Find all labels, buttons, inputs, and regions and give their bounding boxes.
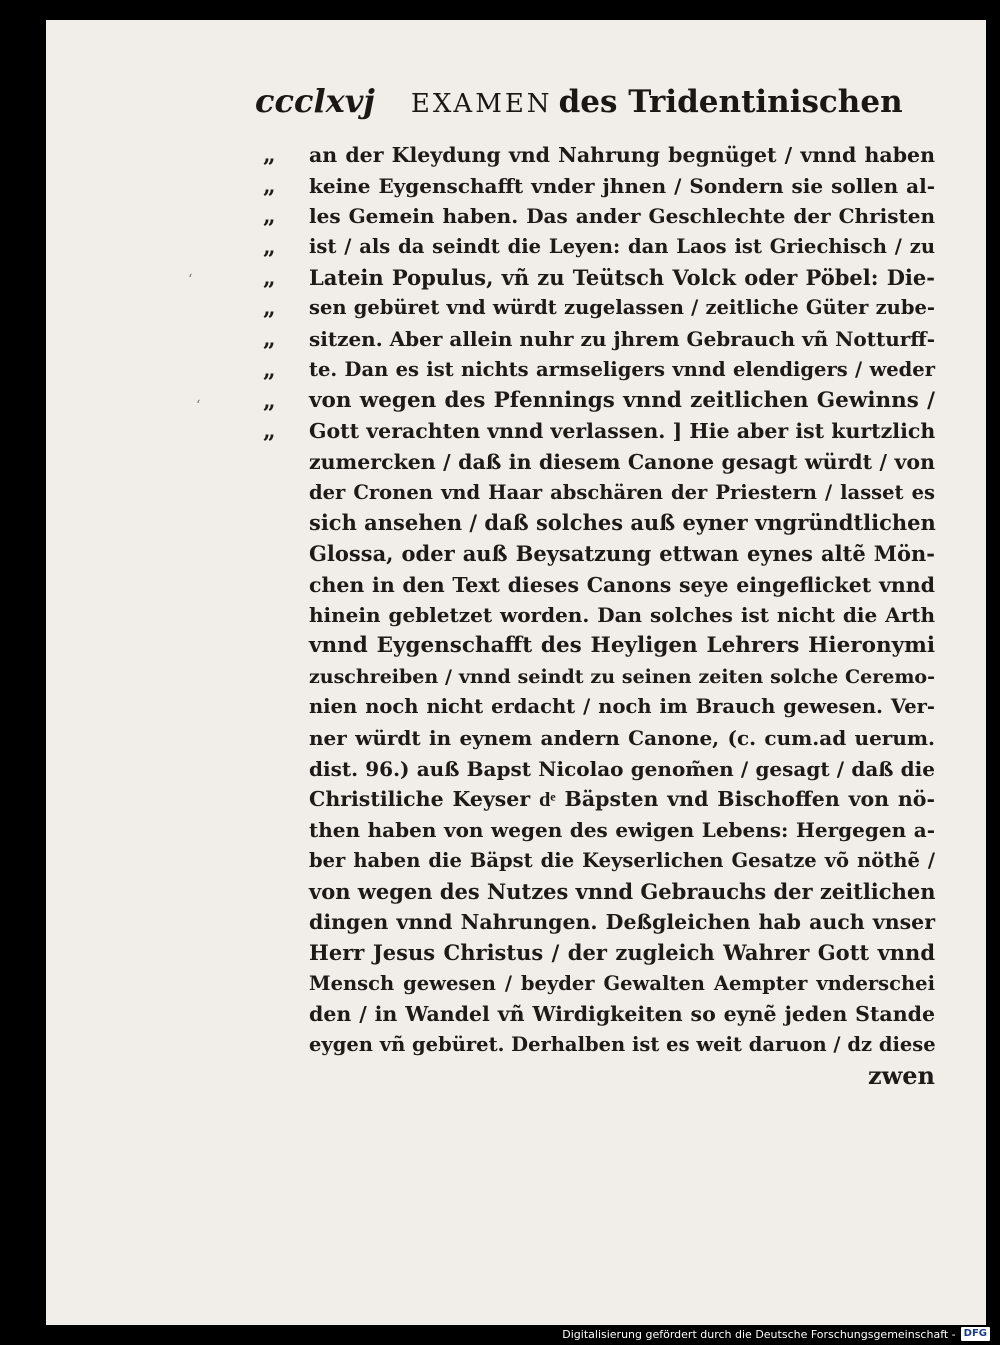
text-line: chen in den Text dieses Canons seye eingeflicket vnnd [309,572,935,597]
text-line: ner würdt in eynem andern Canone, (c. cum.ad uerum. [309,726,935,751]
text-line: Glossa, oder auß Beysatzung ettwan eynes altẽ Mön- [309,540,935,566]
digitization-footer [562,1325,990,1343]
catchword: zwen [867,1060,935,1090]
text-line: sich ansehen / daß solches auß eyner vngründtlichen [309,510,936,536]
folio-number: ccclxvj [255,82,375,120]
quote-mark: „ [263,326,276,353]
text-line: „ sitzen. Aber allein nuhr zu jhrem Gebrauch vñ Notturff- [265,324,935,355]
text-line: then haben von wegen des ewigen Lebens: Hergegen a- [309,818,935,843]
text-line: eygen vñ gebüret. Derhalben ist es weit daruon / dz diese [309,1032,936,1056]
quote-mark: „ [263,172,276,199]
text-line: „ ist / als da seindt die Leyen: dan Laos ist Griechisch / zu [265,232,935,263]
quote-mark: „ [263,264,276,291]
running-title: EXAMEN [410,89,553,119]
text-line: Herr Jesus Christus / der zugleich Wahrer Gott vnnd [309,939,935,965]
text-line: „ von wegen des Pfennings vnnd zeitlichen Gewinns / [265,386,935,417]
text-line: zuschreiben / vnnd seindt zu seinen zeiten solche Ceremo- [309,665,935,688]
margin-speck: ‘ [196,398,201,414]
quote-mark: „ [263,203,276,230]
text-line: vnnd Eygenschafft des Heyligen Lehrers Hieronymi [309,633,935,658]
margin-speck: ‘ [188,272,193,288]
running-title-continuation: des Tridentinischen [558,84,903,120]
text-line: dist. 96.) auß Bapst Nicolao genom̃en / gesagt / daß die [309,756,935,781]
footer-credit: Digitalisierung gefördert durch die Deutsche Forschungsgemeinschaft - [562,1327,956,1341]
quote-mark: „ [263,387,276,414]
text-line: hinein gebletzet worden. Dan solches ist nicht die Arth [309,603,935,628]
text-line: „ te. Dan es ist nichts armseligers vnnd elendigers / weder [265,355,935,386]
text-line: Mensch gewesen / beyder Gewalten Aempter vnderschei [309,971,935,995]
text-line: „ Gott verachten vnnd verlassen. ] Hie aber ist kurtzlich [265,416,935,447]
text-line: „ Latein Populus, vñ zu Teütsch Volck oder Pöbel: Die- [265,263,935,294]
text-line: dingen vnnd Nahrungen. Deßgleichen hab auch vnser [309,910,935,935]
text-body [265,140,935,1091]
text-line: „ sen gebüret vnd würdt zugelassen / zeitliche Güter zube- [265,293,935,324]
quote-mark: „ [263,295,276,322]
text-line: von wegen des Nutzes vnnd Gebrauchs der zeitlichen [309,878,936,904]
quote-mark: „ [263,356,276,383]
text-line: nien noch nicht erdacht / noch im Brauch gewesen. Ver- [309,695,935,719]
text-line: Christiliche Keyser dͤ Bäpsten vnd Bischoffen von nö- [309,787,935,812]
text-line: ber haben die Bäpst die Keyserlichen Gesatze võ nöthẽ / [309,848,935,872]
dfg-logo: DFG [961,1327,990,1341]
text-line: „ les Gemein haben. Das ander Geschlechte der Christen [265,201,935,232]
page-header [255,82,903,120]
text-line: „ keine Eygenschafft vnder jhnen / Sondern sie sollen al- [265,171,935,202]
text-line: zumercken / daß in diesem Canone gesagt würdt / von [309,449,935,474]
quote-mark: „ [263,234,276,261]
text-line: den / in Wandel vñ Wirdigkeiten so eynẽ jeden Stande [309,1002,935,1027]
quote-mark: „ [263,142,276,168]
quote-mark: „ [263,418,276,445]
text-line: der Cronen vnd Haar abschären der Priestern / lasset es [309,480,935,504]
text-line: „ an der Kleydung vnd Nahrung begnüget / vnnd haben [265,140,935,171]
